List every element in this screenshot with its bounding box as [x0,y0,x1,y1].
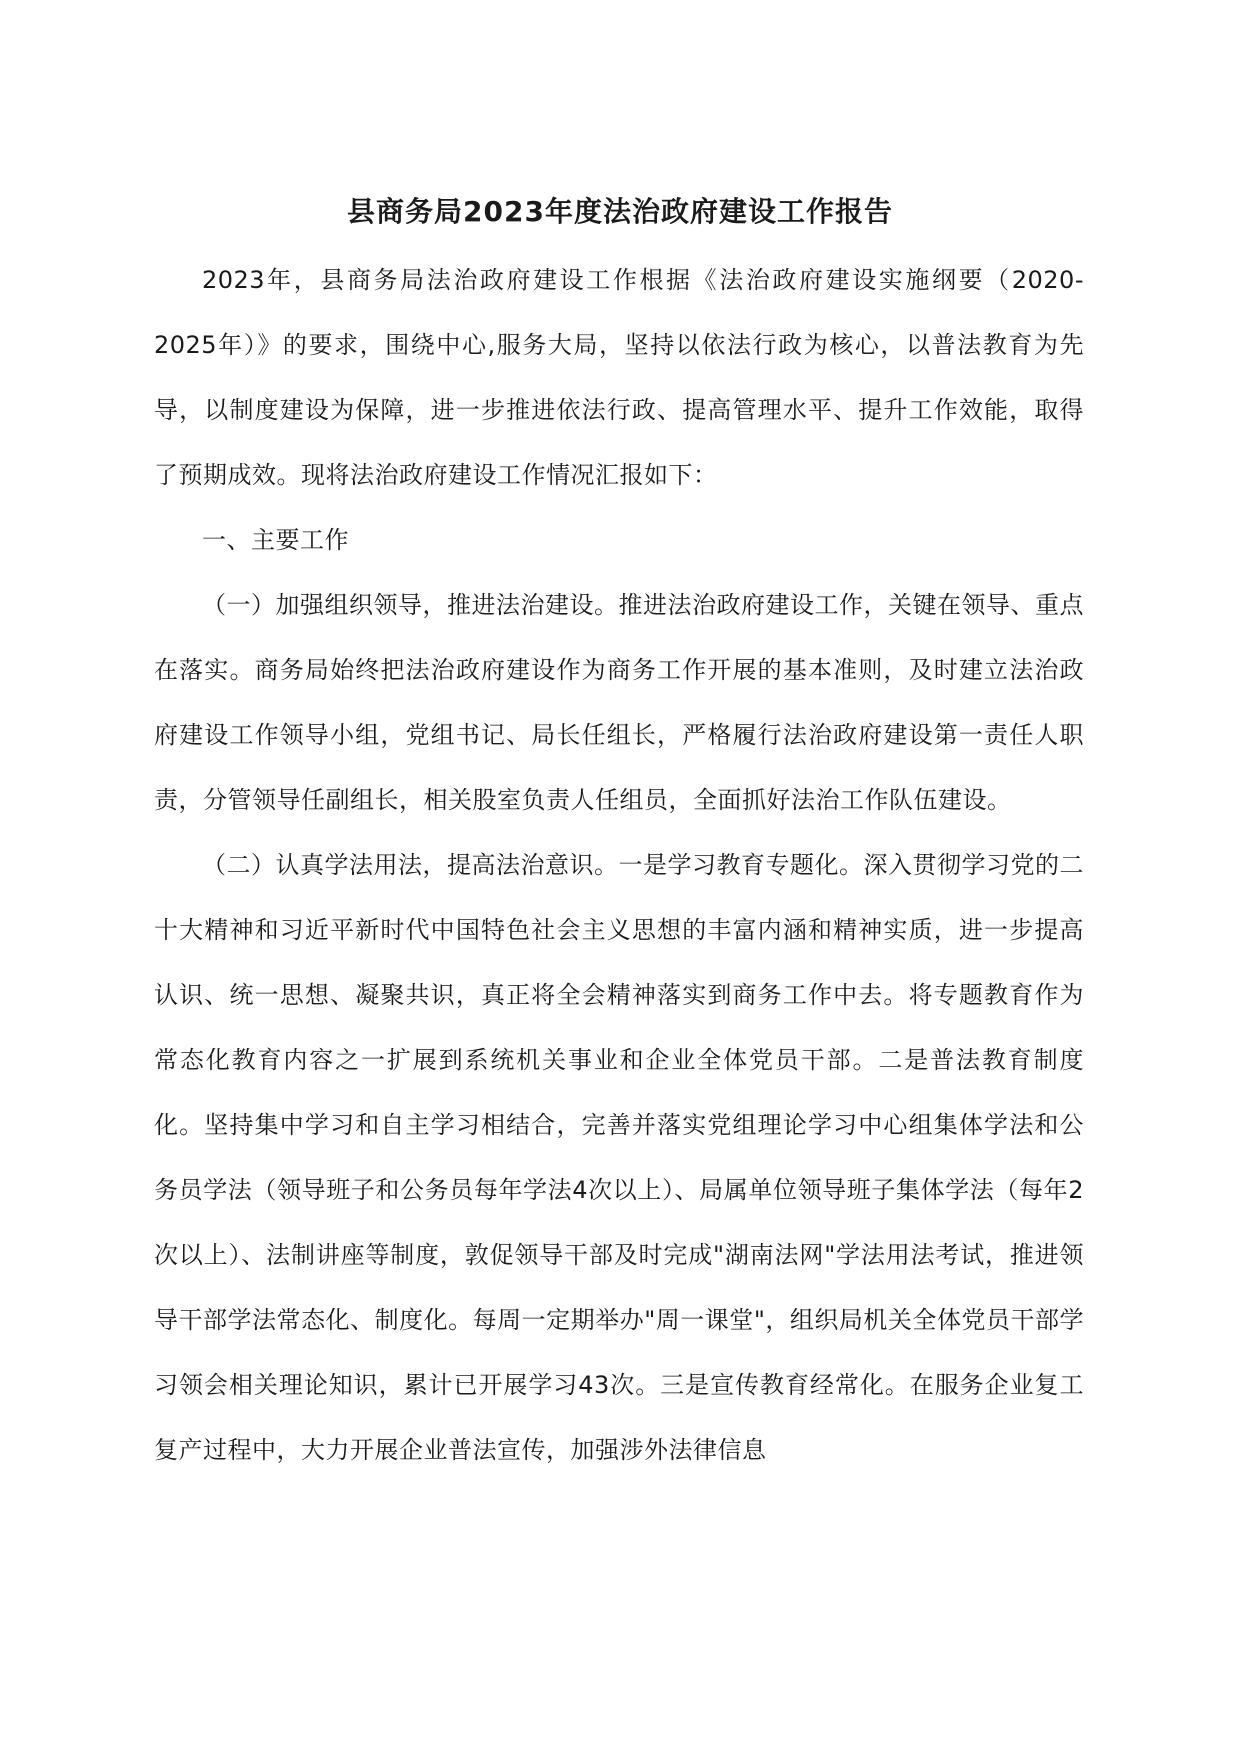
title-prefix: 县商务局 [347,195,464,228]
section-heading-main-work: 一、主要工作 [202,526,349,554]
paragraph-study-law: （二）认真学法用法，提高法治意识。一是学习教育专题化。深入贯彻学习党的二十大精神和习近平新时代中国特色社会主义思想的丰富内涵和精神实质，进一步提高认识、统一思想、凝聚共识，真正将全会精神落实到商务工作中去。将专题教育作为常态化教育内容之一扩展到系统机关事业和企业全体党员干部。二是普法教育制度化。坚持集中学习和自主学习相结合，完善并落实党组理论学习中心组集体学法和公务员学法（领导班子和公务员每年学法4次以上）、局属单位领导班子集体学法（每年2次以上）、法制讲座等制度，敦促领导干部及时完成"湖南法网"学法用法考试，推进领导干部学法常态化、制度化。每周一定期举办"周一课堂"，组织局机关全体党员干部学习领会相关理论知识，累计已开展学习43次。三是宣传教育经常化。在服务企业复工复产过程中，大力开展企业普法宣传，加强涉外法律信息 [154,851,1084,1464]
title-suffix: 年度法治政府建设工作报告 [544,195,893,228]
document-title [0,192,1240,232]
document-body [154,248,1084,1483]
title-year: 2023 [463,195,545,228]
paragraph-organization-leadership: （一）加强组织领导，推进法治建设。推进法治政府建设工作，关键在领导、重点在落实。商务局始终把法治政府建设作为商务工作开展的基本准则，及时建立法治政府建设工作领导小组，党组书记、局长任组长，严格履行法治政府建设第一责任人职责，分管领导任副组长，相关股室负责人任组员，全面抓好法治工作队伍建设。 [154,591,1084,814]
intro-paragraph: 2023年，县商务局法治政府建设工作根据《法治政府建设实施纲要（2020-2025年）》的要求，围绕中心,服务大局，坚持以依法行政为核心，以普法教育为先导，以制度建设为保障，进一步推进依法行政、提高管理水平、提升工作效能，取得了预期成效。现将法治政府建设工作情况汇报如下： [154,266,1084,489]
